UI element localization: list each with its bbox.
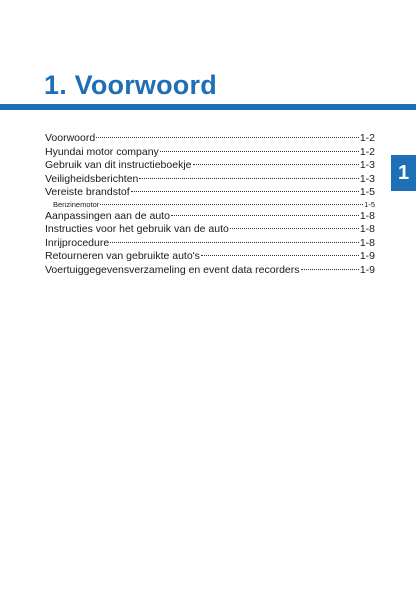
toc-entry-inrijprocedure[interactable] (45, 237, 375, 251)
toc-subentry-benzinemotor[interactable] (45, 200, 375, 209)
toc-page: 1-5 (359, 186, 375, 198)
toc-leader (131, 191, 359, 192)
toc-leader (160, 151, 359, 152)
toc-label: Hyundai motor company (45, 145, 159, 158)
toc-label: Voorwoord (45, 132, 96, 144)
toc-entry-vereiste-brandstof[interactable] (45, 186, 375, 200)
toc-entry-voertuiggegevensverzameling[interactable] (45, 264, 375, 278)
toc-page: 1-2 (359, 132, 375, 144)
toc-entry-aanpassingen[interactable] (45, 210, 375, 224)
toc-page: 1-9 (359, 250, 375, 262)
toc-page: 1-8 (359, 209, 375, 222)
toc-label: Aanpassingen aan de auto (45, 209, 170, 222)
toc-label: Benzinemotor (53, 199, 100, 209)
toc-leader (171, 215, 359, 216)
chapter-title: 1. Voorwoord (44, 70, 217, 100)
toc-label: Instructies voor het gebruik van de auto (45, 223, 229, 235)
title-rule (0, 104, 416, 110)
toc-leader (201, 255, 359, 256)
toc-entry-gebruik-instructieboekje[interactable] (45, 159, 375, 173)
toc-entry-instructies-gebruik[interactable] (45, 223, 375, 237)
toc-page: 1-8 (359, 236, 375, 249)
toc-leader (230, 228, 359, 229)
toc-leader (139, 178, 358, 179)
toc-page: 1-2 (359, 145, 375, 158)
toc-page: 1-8 (359, 223, 375, 235)
toc-leader (193, 164, 359, 165)
toc-label: Voertuiggegevensverzameling en event data recorders (45, 263, 300, 276)
toc-leader (110, 242, 359, 243)
toc-label: Gebruik van dit instructieboekje (45, 159, 192, 171)
toc-leader (301, 269, 359, 270)
toc-leader (96, 137, 359, 138)
toc-leader (100, 204, 363, 205)
toc-label: Veiligheidsberichten (45, 172, 139, 185)
toc-page: 1-9 (359, 263, 375, 276)
table-of-contents (45, 132, 375, 277)
toc-page: 1-3 (359, 159, 375, 171)
toc-page: 1-3 (359, 172, 375, 185)
toc-label: Vereiste brandstof (45, 186, 130, 198)
toc-entry-veiligheidsberichten[interactable] (45, 173, 375, 187)
toc-page: 1-5 (364, 199, 375, 209)
toc-label: Inrijprocedure (45, 236, 110, 249)
toc-entry-hyundai-motor-company[interactable] (45, 146, 375, 160)
toc-entry-voorwoord[interactable] (45, 132, 375, 146)
chapter-tab[interactable]: 1 (391, 155, 416, 191)
toc-label: Retourneren van gebruikte auto's (45, 250, 200, 262)
toc-entry-retourneren[interactable] (45, 250, 375, 264)
